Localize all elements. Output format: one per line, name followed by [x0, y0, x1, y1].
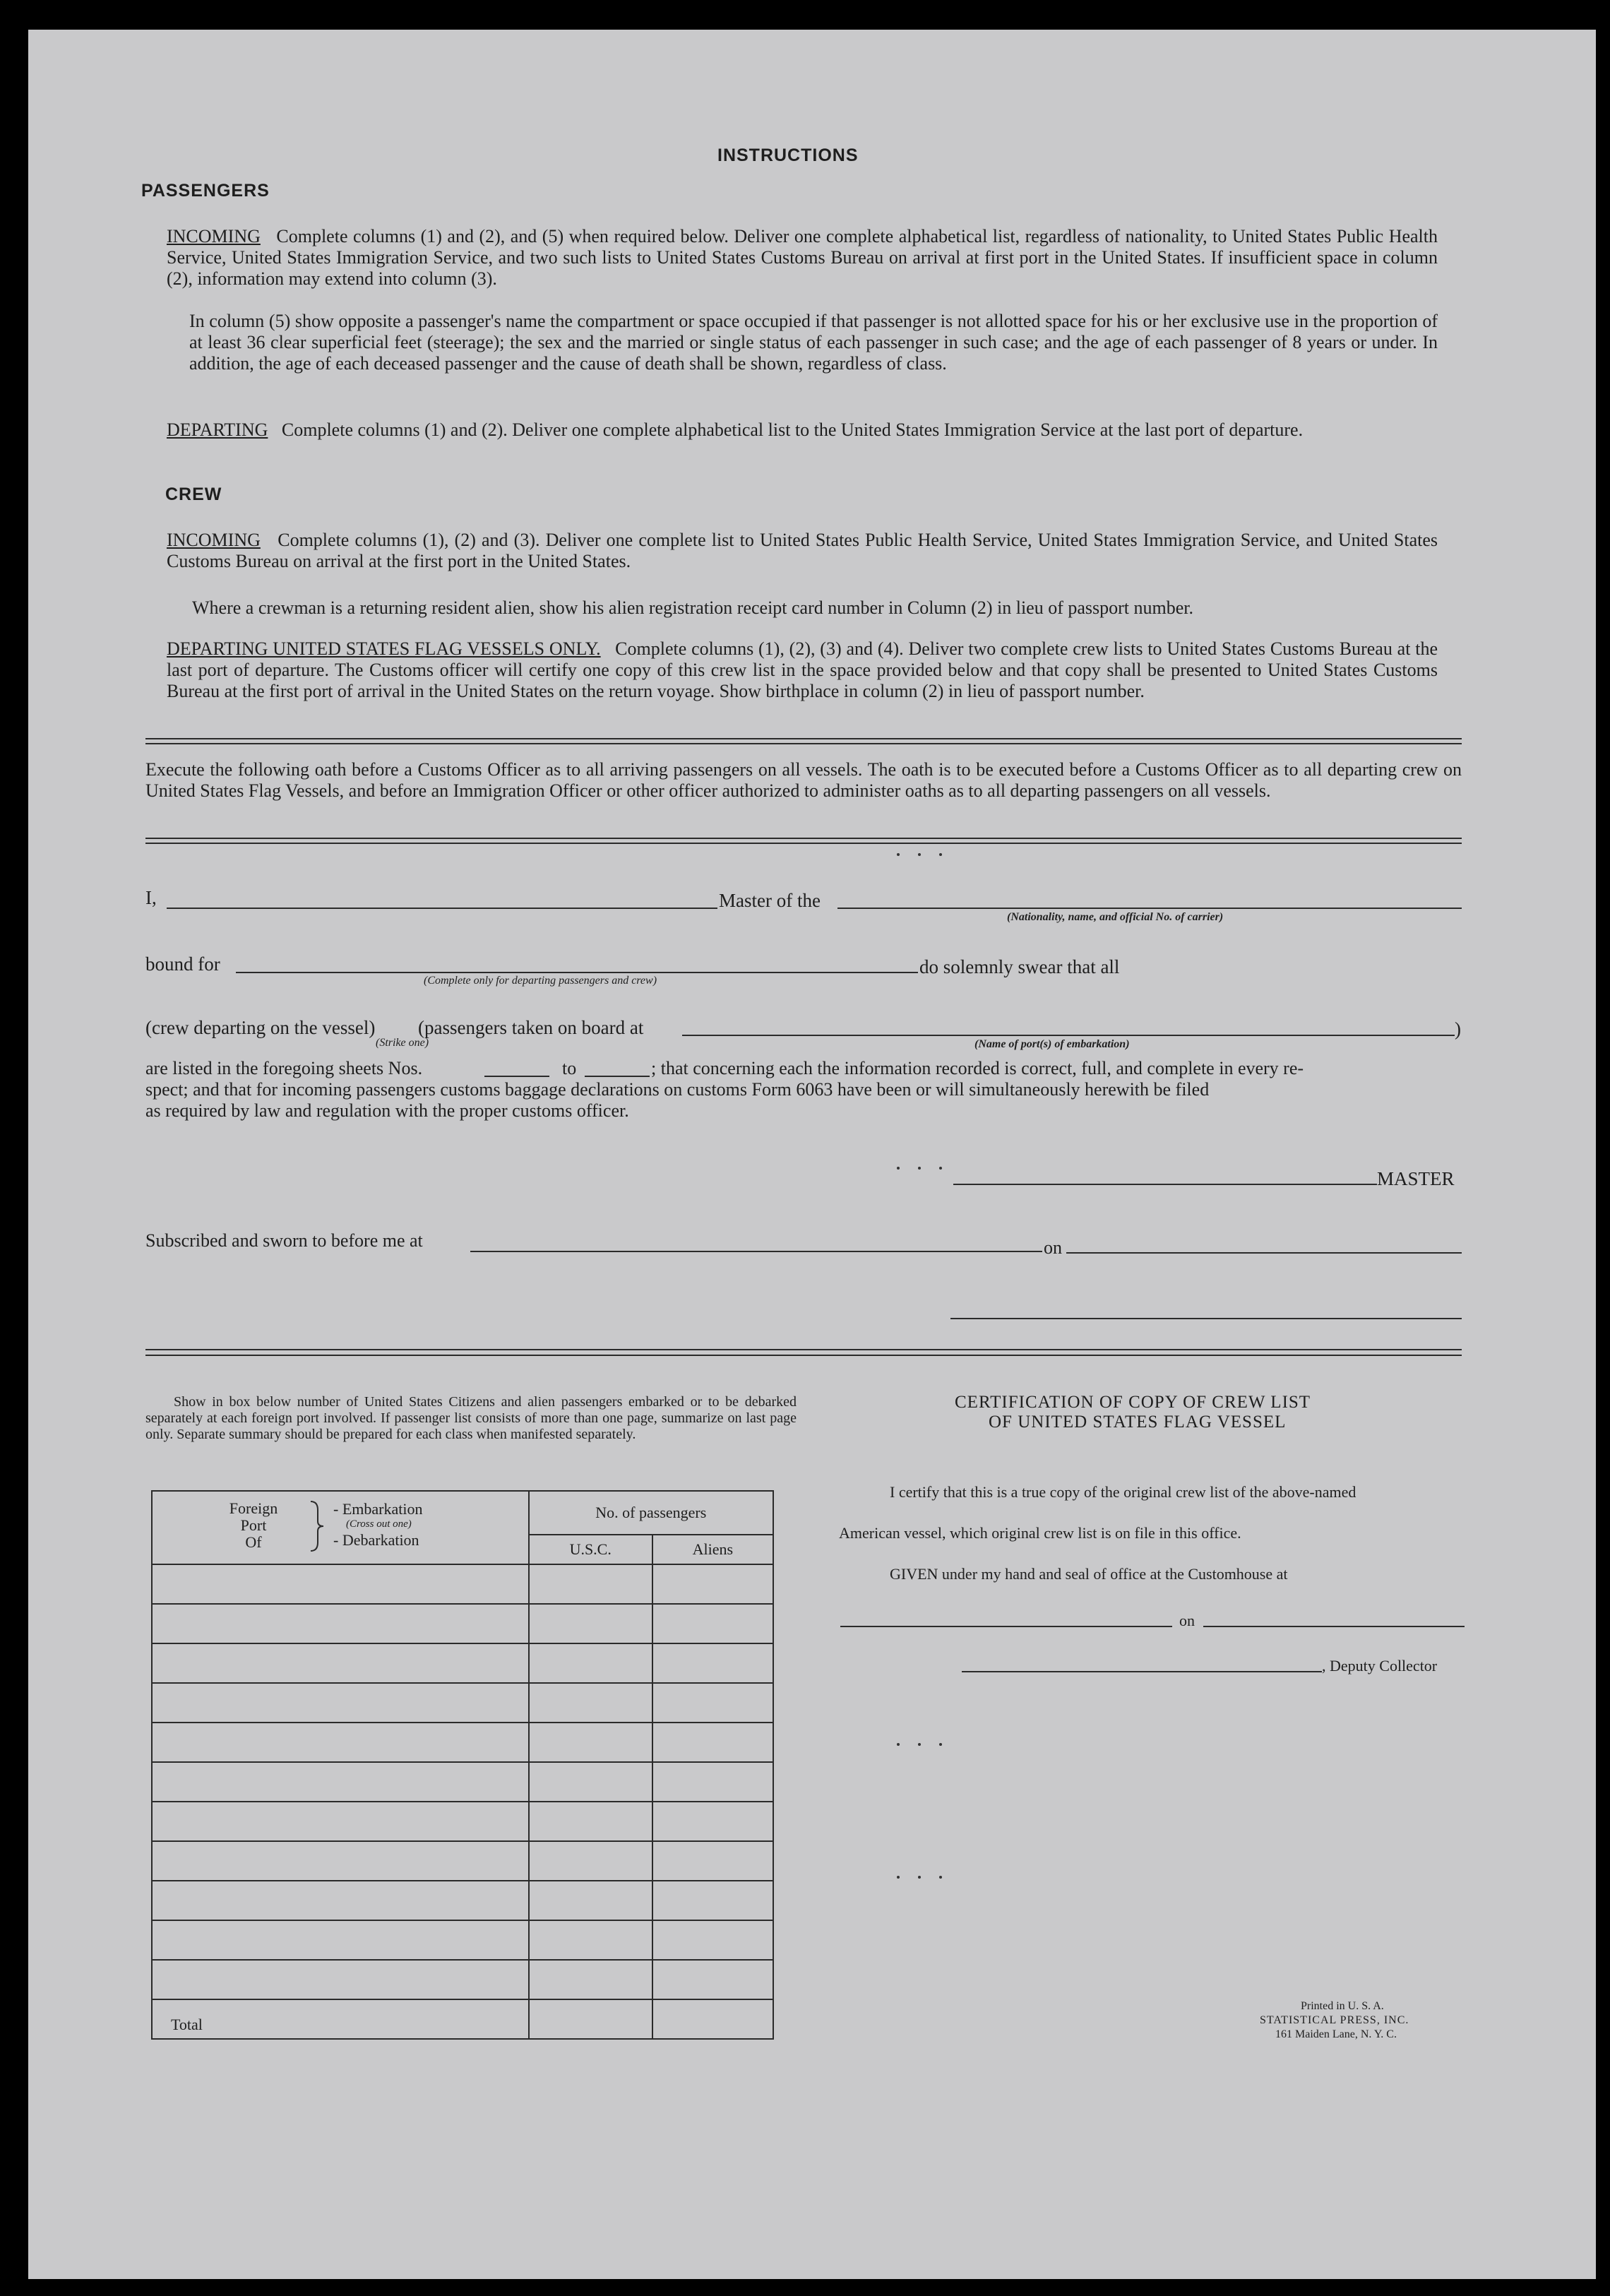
port-cell[interactable]: [152, 1564, 529, 1604]
punch-dot: [939, 1876, 942, 1879]
certification-title-line2: OF UNITED STATES FLAG VESSEL: [989, 1412, 1287, 1432]
crew-heading: CREW: [165, 484, 222, 504]
usc-cell[interactable]: [529, 1841, 652, 1881]
statement-line3: as required by law and regulation with the proper customs officer.: [145, 1100, 629, 1121]
divider: [145, 743, 1462, 744]
debarkation-option[interactable]: - Debarkation: [333, 1531, 419, 1549]
crew-departing-label: DEPARTING UNITED STATES FLAG VESSELS ONLY.: [167, 638, 601, 659]
table-row: [152, 1643, 773, 1683]
table-row: [152, 1802, 773, 1841]
total-usc-cell[interactable]: [529, 1999, 652, 2039]
passengers-incoming-section: [167, 226, 1438, 290]
deputy-collector-signature-field[interactable]: [962, 1671, 1322, 1672]
officer-signature-field[interactable]: [950, 1318, 1462, 1319]
cert-on-label: on: [1179, 1612, 1195, 1629]
crew-incoming-label: INCOMING: [167, 530, 261, 550]
crew-resident-paragraph: Where a crewman is a returning resident alien, show his alien registration receipt card number in Column (2) in lieu of passport number.: [192, 597, 1194, 618]
passengers-incoming-text: Complete columns (1) and (2), and (5) when required below. Deliver one complete alphabetical list, regardless of nationality, to United States Public Health Service, United States Immigration Service, and two such lists to United States Customs Bureau on arrival at first port in the United States. If insufficient space in column (2), information may extend into column (3).: [167, 226, 1438, 289]
printer-line1: Printed in U. S. A.: [1301, 2000, 1384, 2012]
aliens-cell[interactable]: [652, 1762, 773, 1802]
crew-departing-option[interactable]: (crew departing on the vessel): [145, 1017, 376, 1038]
port-cell[interactable]: [152, 1723, 529, 1762]
table-row: [152, 1723, 773, 1762]
aliens-header: Aliens: [652, 1535, 773, 1564]
crew-incoming-text: Complete columns (1), (2) and (3). Deliver one complete list to United States Public Health Service, United States Immigration Service, and United States Customs Bureau on arrival at the first port in the United States.: [167, 530, 1438, 571]
usc-cell[interactable]: [529, 1683, 652, 1723]
port-cell[interactable]: [152, 1604, 529, 1643]
statement-line1: ; that concerning each the information recorded is correct, full, and complete in every re-: [651, 1058, 1304, 1078]
carrier-field[interactable]: [837, 908, 1462, 909]
page-title: INSTRUCTIONS: [717, 145, 859, 165]
aliens-cell[interactable]: [652, 1564, 773, 1604]
certification-title-line1: CERTIFICATION OF COPY OF CREW LIST: [955, 1393, 1311, 1412]
certify-line1: I certify that this is a true copy of the original crew list of the above-named: [890, 1483, 1356, 1501]
port-cell[interactable]: [152, 1643, 529, 1683]
cross-out-caption: (Cross out one): [346, 1518, 412, 1530]
crew-incoming-section: [167, 530, 1438, 572]
usc-cell[interactable]: [529, 1643, 652, 1683]
divider: [145, 838, 1462, 839]
listed-label: are listed in the foregoing sheets Nos.: [145, 1058, 423, 1078]
port-cell[interactable]: [152, 1762, 529, 1802]
table-row: [152, 1841, 773, 1881]
summary-note: Show in box below number of United States Citizens and alien passengers embarked or to be debarked separately at each foreign port involved. If passenger list consists of more than one page, summarize on last page only. Separate summary should be prepared for each class when manifested separately.: [145, 1394, 797, 1442]
embarkation-option[interactable]: - Embarkation: [333, 1500, 423, 1518]
no-of-passengers-header: No. of passengers: [529, 1491, 773, 1535]
punch-dot: [918, 853, 921, 856]
bound-for-caption: (Complete only for departing passengers and crew): [424, 975, 657, 987]
close-paren: ): [1455, 1018, 1461, 1040]
aliens-cell[interactable]: [652, 1683, 773, 1723]
bound-for-label: bound for: [145, 953, 220, 975]
aliens-cell[interactable]: [652, 1802, 773, 1841]
sworn-place-field[interactable]: [470, 1251, 1042, 1252]
usc-cell[interactable]: [529, 1802, 652, 1841]
i-label: I,: [145, 887, 157, 908]
aliens-cell[interactable]: [652, 1960, 773, 1999]
column5-paragraph: In column (5) show opposite a passenger's name the compartment or space occupied if that passenger is not allotted space for his or her exclusive use in the proportion of at least 36 clear superficial feet (steerage); the sex and the married or single status of each passenger in such case; and the age of each passenger of 8 years or under. In addition, the age of each deceased passenger and the cause of death shall be shown, regardless of class.: [189, 311, 1438, 374]
aliens-cell[interactable]: [652, 1604, 773, 1643]
punch-dot: [939, 853, 942, 856]
divider: [145, 1355, 1462, 1356]
punch-dot: [897, 1167, 900, 1170]
brace-icon: [309, 1500, 326, 1552]
aliens-cell[interactable]: [652, 1723, 773, 1762]
sworn-on-label: on: [1044, 1237, 1062, 1258]
embarkation-port-field[interactable]: [682, 1035, 1455, 1036]
usc-cell[interactable]: [529, 1604, 652, 1643]
master-label: MASTER: [1377, 1168, 1455, 1189]
foreign-port-label: Foreign Port Of: [229, 1499, 278, 1551]
port-cell[interactable]: [152, 1841, 529, 1881]
table-row: [152, 1881, 773, 1920]
swear-label: do solemnly swear that all: [919, 956, 1120, 977]
table-row: [152, 1604, 773, 1643]
cert-date-field[interactable]: [1203, 1626, 1465, 1627]
crew-departing-section: [167, 638, 1438, 702]
master-of-label: Master of the: [719, 890, 821, 911]
passengers-departing-text: Complete columns (1) and (2). Deliver one complete alphabetical list to the United States Immigration Service at the last port of departure.: [281, 420, 1304, 440]
statement-line2: spect; and that for incoming passengers customs baggage declarations on customs Form 6063 have been or will simultaneously herewith be filed: [145, 1079, 1210, 1100]
strike-one-caption: (Strike one): [376, 1037, 429, 1049]
to-label: to: [562, 1058, 577, 1078]
certify-line2: American vessel, which original crew list is on file in this office.: [839, 1524, 1241, 1542]
master-signature-field[interactable]: [953, 1184, 1377, 1185]
printer-line2: STATISTICAL PRESS, INC.: [1260, 2014, 1409, 2026]
carrier-caption: (Nationality, name, and official No. of carrier): [1007, 911, 1224, 923]
aliens-cell[interactable]: [652, 1881, 773, 1920]
oath-intro: Execute the following oath before a Customs Officer as to all arriving passengers on all vessels. The oath is to be executed before a Customs Officer as to all departing crew on United States Flag Vessels, and before an Immigration Officer or other officer authorized to administer oaths as to all departing passengers on all vessels.: [145, 759, 1462, 801]
table-row: [152, 1920, 773, 1960]
total-aliens-cell[interactable]: [652, 1999, 773, 2039]
usc-cell[interactable]: [529, 1920, 652, 1960]
sheet-to-field[interactable]: [585, 1076, 650, 1077]
foreign-port-header: [152, 1491, 529, 1564]
table-row: [152, 1762, 773, 1802]
punch-dot: [918, 1876, 921, 1879]
aliens-cell[interactable]: [652, 1841, 773, 1881]
divider: [145, 1349, 1462, 1350]
punch-dot: [918, 1743, 921, 1746]
usc-header: U.S.C.: [529, 1535, 652, 1564]
table-row: [152, 1683, 773, 1723]
bound-for-field[interactable]: [236, 972, 918, 973]
crew-departing-text: Complete columns (1), (2), (3) and (4). Deliver two complete crew lists to United States Customs Bureau at the last port of departure. The Customs officer will certify one copy of this crew list in the space provided below and that copy shall be presented to United States Customs Bureau at the first port of arrival in the United States on the return voyage. Show birthplace in column (2) in lieu of passport number.: [167, 638, 1438, 701]
incoming-label: INCOMING: [167, 226, 261, 246]
divider: [145, 738, 1462, 739]
embarkation-caption: (Name of port(s) of embarkation): [974, 1038, 1130, 1050]
total-row: [152, 1999, 773, 2039]
punch-dot: [897, 1876, 900, 1879]
divider: [145, 843, 1462, 844]
punch-dot: [939, 1743, 942, 1746]
table-row: [152, 1960, 773, 1999]
usc-cell[interactable]: [529, 1762, 652, 1802]
deputy-collector-label: , Deputy Collector: [1322, 1657, 1438, 1675]
punch-dot: [897, 1743, 900, 1746]
sheet-from-field[interactable]: [484, 1076, 549, 1077]
port-cell[interactable]: [152, 1683, 529, 1723]
total-label: Total: [152, 1999, 529, 2039]
subscribed-label: Subscribed and sworn to before me at: [145, 1230, 423, 1251]
passengers-departing-section: [167, 420, 1438, 441]
punch-dot: [939, 1167, 942, 1170]
usc-cell[interactable]: [529, 1564, 652, 1604]
usc-cell[interactable]: [529, 1723, 652, 1762]
usc-cell[interactable]: [529, 1881, 652, 1920]
punch-dot: [897, 853, 900, 856]
port-cell[interactable]: [152, 1960, 529, 1999]
port-cell[interactable]: [152, 1802, 529, 1841]
passenger-summary-table: [151, 1490, 774, 2040]
customhouse-field[interactable]: [840, 1626, 1172, 1627]
master-name-field[interactable]: [167, 908, 717, 909]
port-cell[interactable]: [152, 1920, 529, 1960]
aliens-cell[interactable]: [652, 1920, 773, 1960]
aliens-cell[interactable]: [652, 1643, 773, 1683]
table-row: [152, 1564, 773, 1604]
passengers-heading: PASSENGERS: [141, 181, 270, 201]
given-line: GIVEN under my hand and seal of office at the Customhouse at: [890, 1565, 1288, 1583]
usc-cell[interactable]: [529, 1960, 652, 1999]
port-cell[interactable]: [152, 1881, 529, 1920]
passengers-taken-option[interactable]: (passengers taken on board at: [418, 1017, 644, 1038]
printer-line3: 161 Maiden Lane, N. Y. C.: [1275, 2028, 1397, 2040]
sworn-date-field[interactable]: [1066, 1252, 1462, 1254]
departing-label: DEPARTING: [167, 420, 268, 440]
punch-dot: [918, 1167, 921, 1170]
